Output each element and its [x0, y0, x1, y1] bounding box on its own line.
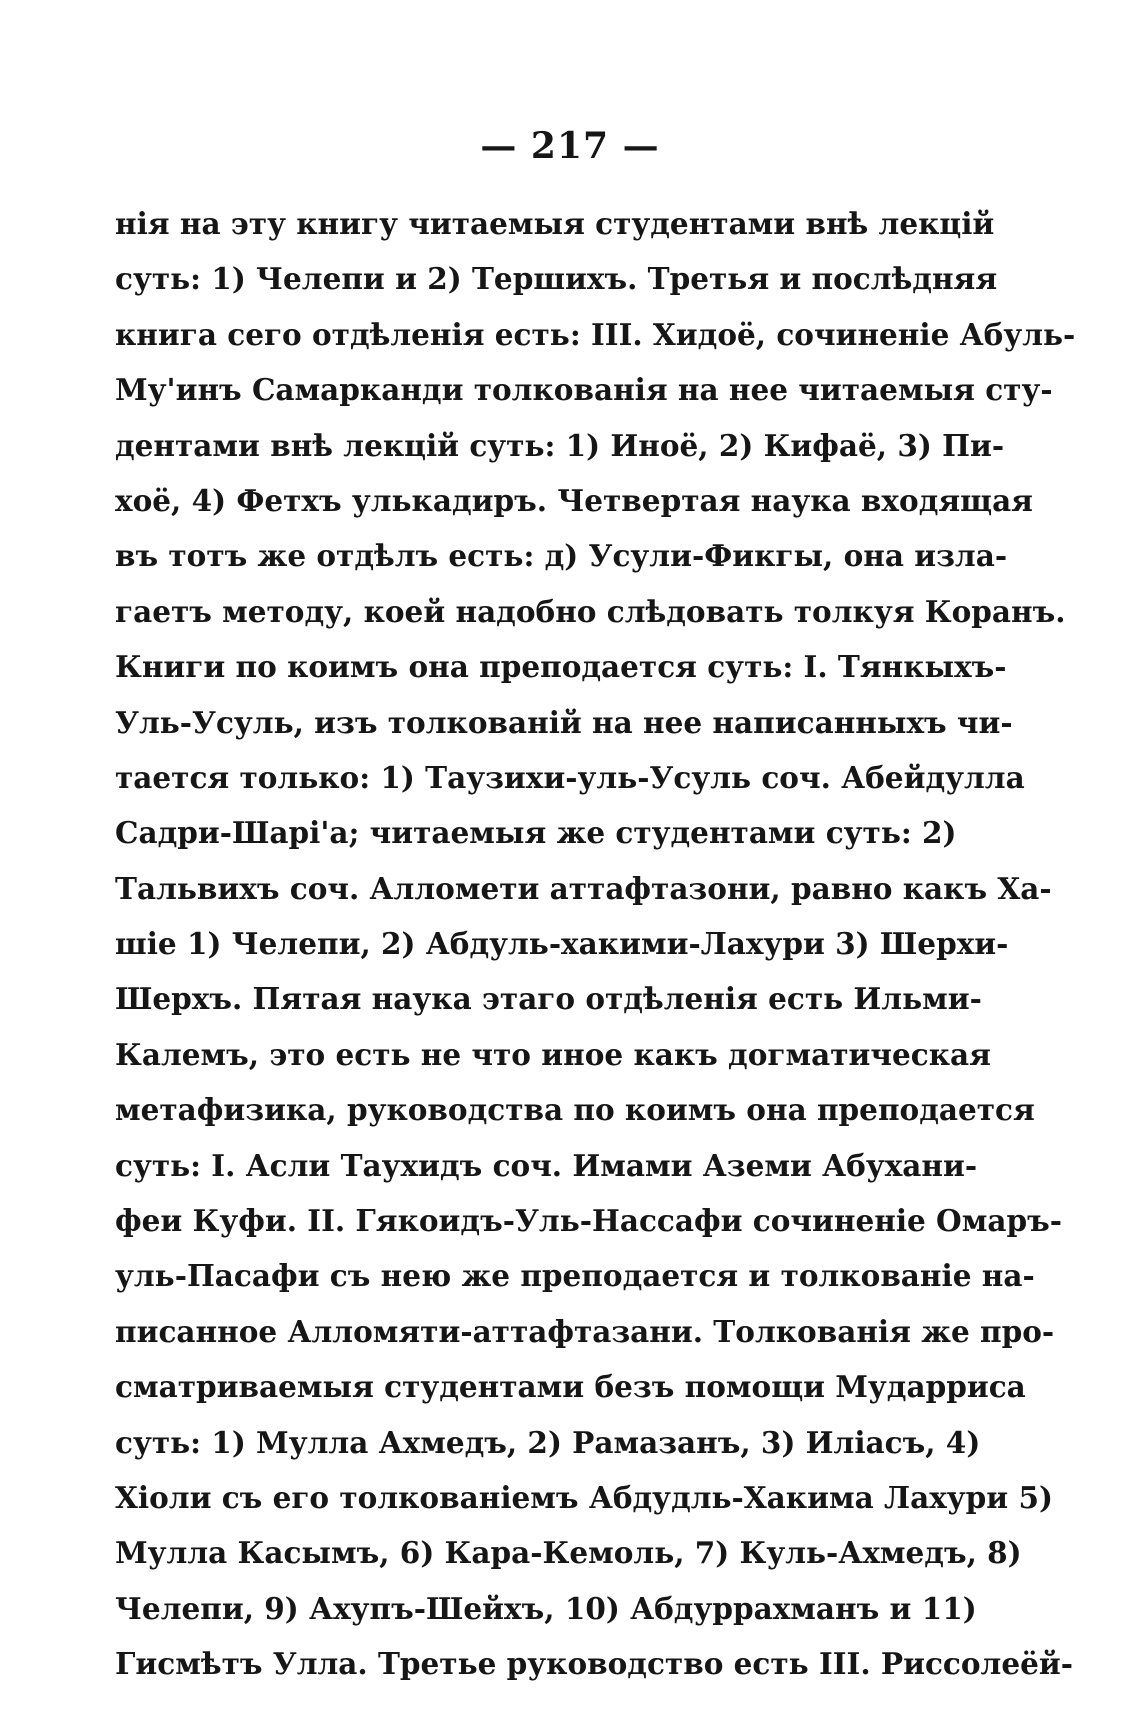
text-line: гаетъ методу, коей надобно слѣдовать толкуя Коранъ.: [115, 593, 1066, 629]
text-line: Челепи, 9) Ахупъ-Шейхъ, 10) Абдуррахманъ и 11): [115, 1590, 977, 1626]
text-line: Садри-Шарі'а; читаемыя же студентами суть: 2): [115, 815, 957, 851]
text-line: метафизика, руководства по коимъ она преподается: [115, 1092, 1035, 1128]
page-number: — 217 —: [480, 125, 660, 167]
text-line: Книги по коимъ она преподается суть: I. Тянкыхъ-: [115, 649, 1007, 685]
text-line: Уль-Усуль, изъ толкованій на нее написанныхъ чи-: [115, 704, 1013, 740]
text-line: Тальвихъ соч. Алломети аттафтазони, равно какъ Ха-: [115, 870, 1052, 906]
text-line: Мулла Касымъ, 6) Кара-Кемоль, 7) Куль-Ахмедъ, 8): [115, 1535, 1022, 1571]
text-line: книга сего отдѣленія есть: III. Хидоё, сочиненіе Абуль-: [115, 316, 1076, 352]
body-text: [115, 196, 1076, 1692]
text-line: Шерхъ. Пятая наука этаго отдѣленія есть Ильми-: [115, 981, 982, 1017]
text-line: феи Куфи. II. Гякоидъ-Уль-Нассафи сочиненіе Омаръ-: [115, 1203, 1062, 1239]
text-line: писанное Алломяти-аттафтазани. Толкованія же про-: [115, 1313, 1055, 1349]
text-line: суть: I. Асли Таухидъ соч. Имами Аземи Абухани-: [115, 1147, 978, 1183]
text-line: нія на эту книгу читаемыя студентами внѣ лекцій: [115, 206, 995, 241]
text-line: Хіоли съ его толкованіемъ Абдудль-Хакима Лахури 5): [115, 1479, 1053, 1515]
text-line: въ тотъ же отдѣлъ есть: д) Усули-Фикгы, она изла-: [115, 538, 1008, 574]
text-line: сматриваемыя студентами безъ помощи Мударриса: [115, 1369, 1026, 1405]
text-line: уль-Пасафи съ нею же преподается и толкованіе на-: [115, 1258, 1035, 1294]
text-line: тается только: 1) Таузихи-уль-Усуль соч. Абейдулла: [115, 759, 1025, 795]
text-line: суть: 1) Мулла Ахмедъ, 2) Рамазанъ, 3) Иліасъ, 4): [115, 1424, 981, 1460]
text-line: шіе 1) Челепи, 2) Абдуль-хакими-Лахури 3) Шерхи-: [115, 926, 1009, 962]
text-line: Му'инъ Самарканди толкованія на нее читаемыя сту-: [115, 372, 1053, 408]
text-line: дентами внѣ лекцій суть: 1) Иноё, 2) Кифаё, 3) Пи-: [115, 427, 1005, 463]
text-line: Гисмѣтъ Улла. Третье руководство есть III. Риссолеёй-: [115, 1646, 1074, 1682]
text-line: суть: 1) Челепи и 2) Тершихъ. Третья и послѣдняя: [115, 261, 998, 297]
text-line: Калемъ, это есть не что иное какъ догматическая: [115, 1036, 991, 1072]
text-line: хоё, 4) Фетхъ улькадиръ. Четвертая наука входящая: [115, 482, 1033, 518]
